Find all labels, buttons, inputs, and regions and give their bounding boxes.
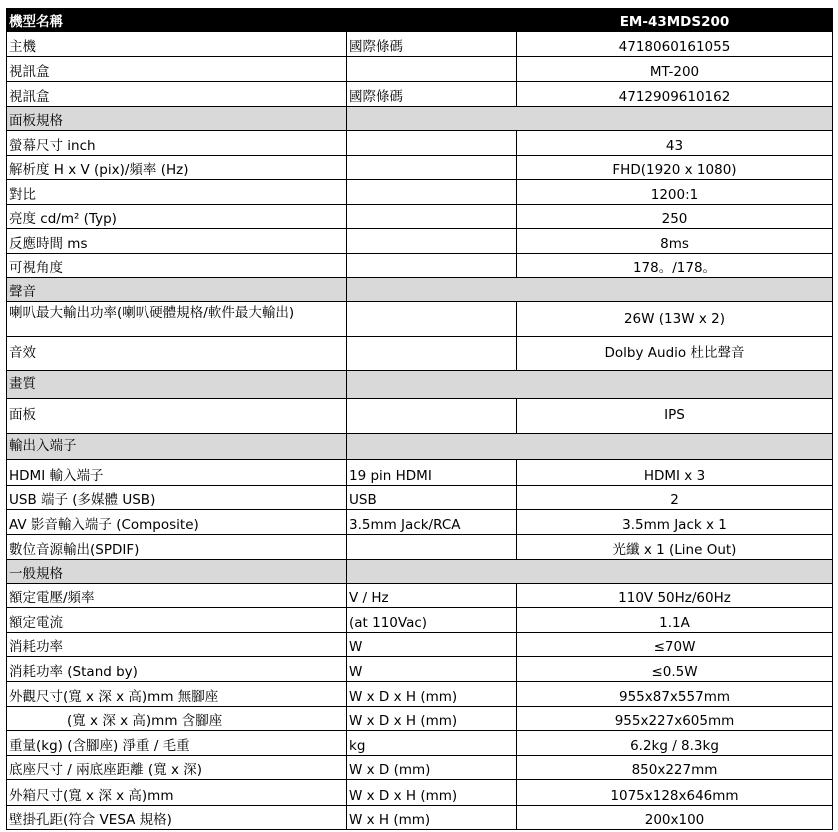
spec-label: 外觀尺寸(寬 x 深 x 高)mm 無腳座 [7,681,347,706]
spec-value: 4718060161055 [517,32,833,57]
spec-label: (寬 x 深 x 高)mm 含腳座 [7,706,347,730]
spec-label: 對比 [7,180,347,204]
table-row [7,485,833,509]
spec-value: MT-200 [517,57,833,81]
spec-unit: W [347,657,517,681]
spec-label: 重量(kg) (含腳座) 淨重 / 毛重 [7,730,347,755]
model-name: EM-43MDS200 [517,9,833,32]
spec-unit: 國際條碼 [347,81,517,106]
spec-label: HDMI 輸入端子 [7,459,347,485]
table-row [7,633,833,657]
table-row [7,459,833,485]
table-row [7,657,833,681]
spec-label: 亮度 cd/m² (Typ) [7,204,347,228]
spec-value: 955x227x605mm [517,706,833,730]
spec-unit: W x D x H (mm) [347,780,517,805]
spec-label: 消耗功率 (Stand by) [7,657,347,681]
section-blank [347,106,517,130]
section-title: 畫質 [7,370,347,398]
section-row [7,370,833,398]
section-blank [517,106,833,130]
table-row [7,32,833,57]
spec-unit: W x D (mm) [347,756,517,780]
table-row [7,156,833,180]
spec-value: ≤0.5W [517,657,833,681]
table-row [7,254,833,278]
spec-unit: W [347,633,517,657]
spec-label: 音效 [7,336,347,370]
spec-unit [347,302,517,336]
spec-value: 1075x128x646mm [517,780,833,805]
spec-label: 解析度 H x V (pix)/頻率 (Hz) [7,156,347,180]
section-title: 一般規格 [7,559,347,583]
section-blank [517,370,833,398]
spec-value: 26W (13W x 2) [517,302,833,336]
spec-value: 光纖 x 1 (Line Out) [517,535,833,559]
spec-label: 底座尺寸 / 兩底座距離 (寬 x 深) [7,756,347,780]
spec-unit: 國際條碼 [347,32,517,57]
spec-value: ≤70W [517,633,833,657]
spec-label: 面板 [7,399,347,433]
section-row [7,106,833,130]
spec-unit [347,535,517,559]
table-row [7,228,833,253]
spec-unit [347,336,517,370]
spec-unit: W x D x H (mm) [347,706,517,730]
spec-unit: 3.5mm Jack/RCA [347,510,517,535]
section-blank [347,559,517,583]
spec-label: 消耗功率 [7,633,347,657]
spec-unit: (at 110Vac) [347,607,517,632]
spec-label: 額定電壓/頻率 [7,583,347,607]
spec-value: 43 [517,131,833,156]
spec-label: 主機 [7,32,347,57]
spec-label: 外箱尺寸(寬 x 深 x 高)mm [7,780,347,805]
spec-table [6,8,833,830]
spec-unit [347,254,517,278]
spec-label: 壁掛孔距(符合 VESA 規格) [7,805,347,829]
table-row [7,57,833,81]
spec-value: HDMI x 3 [517,459,833,485]
spec-value: 850x227mm [517,756,833,780]
table-row [7,180,833,204]
table-row [7,681,833,706]
table-row [7,510,833,535]
table-row [7,583,833,607]
spec-value: 2 [517,485,833,509]
section-blank [517,433,833,459]
spec-label: USB 端子 (多媒體 USB) [7,485,347,509]
header-row [7,9,833,32]
spec-value: FHD(1920 x 1080) [517,156,833,180]
table-row [7,302,833,336]
spec-unit [347,156,517,180]
table-row [7,730,833,755]
header-label: 機型名稱 [7,9,347,32]
section-row [7,278,833,302]
spec-unit [347,204,517,228]
spec-value: 200x100 [517,805,833,829]
table-row [7,535,833,559]
table-row [7,805,833,829]
section-title: 面板規格 [7,106,347,130]
table-row [7,780,833,805]
section-row [7,559,833,583]
header-empty [347,9,517,32]
spec-unit: V / Hz [347,583,517,607]
section-blank [347,433,517,459]
spec-value: 250 [517,204,833,228]
spec-value: Dolby Audio 杜比聲音 [517,336,833,370]
spec-unit [347,180,517,204]
section-blank [517,278,833,302]
spec-value: 110V 50Hz/60Hz [517,583,833,607]
table-row [7,706,833,730]
spec-value: 1200:1 [517,180,833,204]
section-blank [347,278,517,302]
table-row [7,336,833,370]
spec-unit [347,131,517,156]
spec-unit [347,57,517,81]
section-row [7,433,833,459]
spec-value: 3.5mm Jack x 1 [517,510,833,535]
spec-label: 螢幕尺寸 inch [7,131,347,156]
spec-label: 視訊盒 [7,57,347,81]
spec-value: 955x87x557mm [517,681,833,706]
table-row [7,81,833,106]
spec-unit: W x H (mm) [347,805,517,829]
spec-unit [347,228,517,253]
spec-value: IPS [517,399,833,433]
spec-unit: USB [347,485,517,509]
spec-label: 數位音源輸出(SPDIF) [7,535,347,559]
section-title: 聲音 [7,278,347,302]
spec-unit: kg [347,730,517,755]
section-blank [517,559,833,583]
spec-value: 8ms [517,228,833,253]
spec-unit: W x D x H (mm) [347,681,517,706]
spec-label: AV 影音輸入端子 (Composite) [7,510,347,535]
spec-unit [347,399,517,433]
table-row [7,204,833,228]
spec-value: 1.1A [517,607,833,632]
spec-value: 4712909610162 [517,81,833,106]
spec-label: 喇叭最大輸出功率(喇叭硬體規格/軟件最大輸出) [7,302,347,336]
table-row [7,399,833,433]
spec-label: 可視角度 [7,254,347,278]
table-row [7,756,833,780]
spec-unit: 19 pin HDMI [347,459,517,485]
spec-label: 視訊盒 [7,81,347,106]
table-row [7,607,833,632]
section-title: 輸出入端子 [7,433,347,459]
spec-label: 反應時間 ms [7,228,347,253]
spec-value: 6.2kg / 8.3kg [517,730,833,755]
table-row [7,131,833,156]
section-blank [347,370,517,398]
spec-label: 額定電流 [7,607,347,632]
spec-value: 178。/178。 [517,254,833,278]
